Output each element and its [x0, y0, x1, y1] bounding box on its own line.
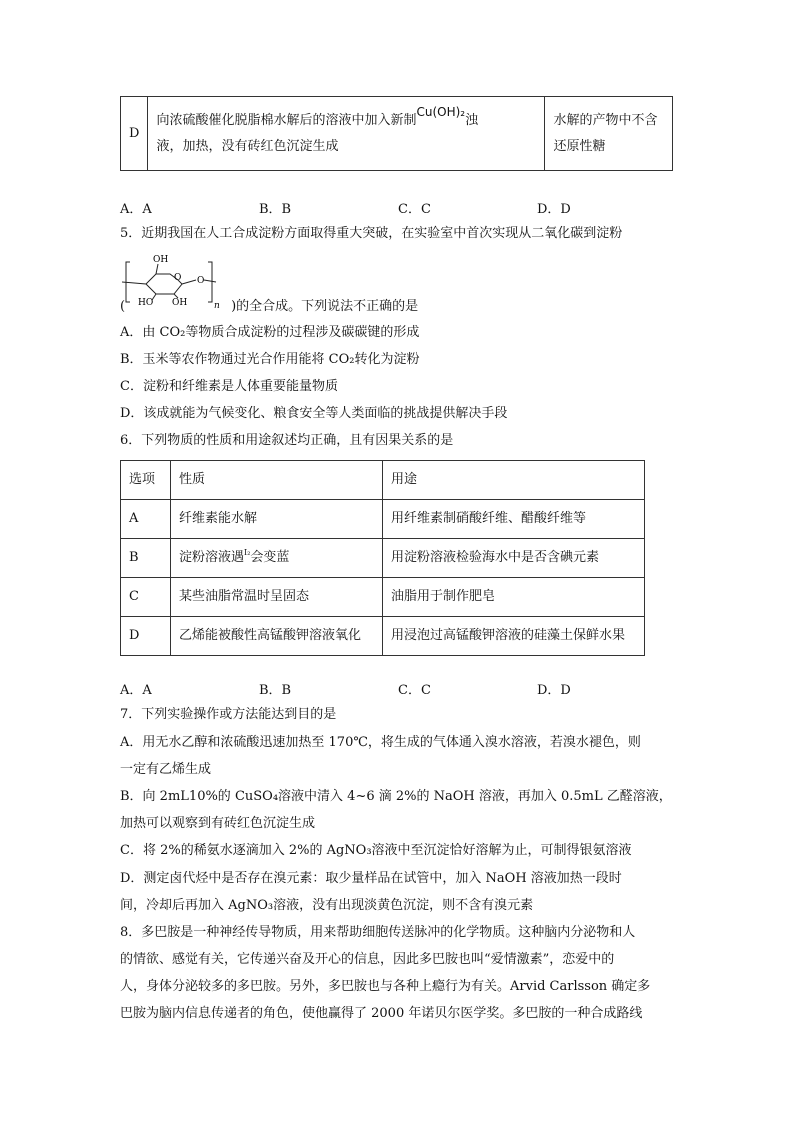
q6-stem: 6．下列物质的性质和用途叙述均正确，且有因果关系的是: [120, 433, 454, 448]
table-row: [121, 617, 645, 656]
q6-header-option: 选项: [121, 461, 171, 500]
q5-option-a: A．由 CO₂等物质合成淀粉的过程涉及碳碳键的形成: [120, 325, 420, 340]
q6-row-c-use: 油脂用于制作肥皂: [383, 578, 645, 617]
mol-ho: HO: [138, 298, 154, 308]
operation-text-a: 向浓硫酸催化脱脂棉水解后的溶液中加入新制: [156, 113, 417, 128]
operation-text-b: 浊: [465, 113, 479, 128]
q6-row-b-prop-b: 会变蓝: [250, 549, 290, 565]
table-row: [121, 539, 645, 578]
q7-line-3: B．向 2mL10%的 CuSO₄溶液中清入 4~6 滴 2%的 NaOH 溶液，再加入 0.5mL 乙醛溶液，: [120, 789, 672, 804]
q8-line-4: 巴胺为脑内信息传递者的角色，使他赢得了 2000 年诺贝尔医学奖。多巴胺的一种合成路线: [120, 1006, 643, 1021]
q6-option-b: B．B: [259, 683, 292, 698]
q7-line-2: 一定有乙烯生成: [120, 762, 212, 777]
q8-line-1: 8．多巴胺是一种神经传导物质，用来帮助细胞传送脉冲的化学物质。这种脑内分泌物和人: [120, 925, 636, 940]
q4-option-a: A．A: [120, 202, 152, 217]
q5-open-paren: (: [120, 299, 126, 314]
q6-header-property: 性质: [171, 461, 383, 500]
q7-stem: 7．下列实验操作或方法能达到目的是: [120, 707, 337, 722]
q5-tail-text: )的全合成。下列说法不正确的是: [231, 299, 419, 314]
q6-row-b-use: 用淀粉溶液检验海水中是否含碘元素: [383, 539, 645, 578]
iodine-formula: I₂: [244, 547, 251, 557]
q6-table: [120, 460, 645, 656]
row-operation: [148, 97, 545, 171]
q6-header-use: 用途: [383, 461, 645, 500]
q6-option-a: A．A: [120, 683, 152, 698]
mol-n: n: [214, 301, 220, 308]
q6-row-b-prop-a: 淀粉溶液遇: [179, 549, 245, 565]
q6-options: [120, 679, 676, 698]
q7-line-6: D．测定卤代烃中是否存在溴元素：取少量样品在试管中，加入 NaOH 溶液加热一段时: [120, 871, 622, 886]
q6-row-c-prop: 某些油脂常温时呈固态: [171, 578, 383, 617]
conclusion-text-a: 水解的产物中不含: [553, 112, 658, 128]
row-letter: D: [121, 97, 148, 171]
q8-line-2: 的情欲、感觉有关，它传递兴奋及开心的信息，因此多巴胺也叫“爱情激素”，恋爱中的: [120, 952, 615, 967]
q6-row-a-use: 用纤维素制硝酸纤维、醋酸纤维等: [383, 500, 645, 539]
mol-oh-bottom: OH: [172, 298, 188, 308]
mol-o: O: [197, 276, 205, 286]
q6-option-d: D．D: [537, 683, 571, 698]
experiment-table-row-d: [120, 96, 673, 171]
q6-row-d-prop: 乙烯能被酸性高锰酸钾溶液氧化: [171, 617, 383, 656]
conclusion-text-b: 还原性糖: [553, 138, 606, 154]
q4-option-c: C．C: [398, 202, 431, 217]
row-conclusion: [545, 97, 673, 171]
q7-line-7: 间，冷却后再加入 AgNO₃溶液，没有出现淡黄色沉淀，则不含有溴元素: [120, 898, 534, 913]
q5-stem: 5．近期我国在人工合成淀粉方面取得重大突破，在实验室中首次实现从二氧化碳到淀粉: [120, 226, 623, 241]
q6-header-row: [121, 461, 645, 500]
cu-oh2-formula: Cu(OH)₂: [416, 105, 466, 119]
table-row: [121, 578, 645, 617]
q6-row-a-opt: A: [121, 500, 171, 539]
q7-line-4: 加热可以观察到有砖红色沉淀生成: [120, 816, 316, 831]
q6-row-d-use: 用浸泡过高锰酸钾溶液的硅藻土保鲜水果: [383, 617, 645, 656]
q6-row-b-opt: B: [121, 539, 171, 578]
q5-option-b: B．玉米等农作物通过光合作用能将 CO₂转化为淀粉: [120, 352, 420, 367]
table-row: [121, 500, 645, 539]
q6-option-c: C．C: [398, 683, 431, 698]
operation-text-c: 液，加热，没有砖红色沉淀生成: [156, 139, 339, 154]
mol-oh-top: OH: [153, 255, 169, 265]
q4-options: [120, 198, 676, 217]
q5-option-d: D．该成就能为气候变化、粮食安全等人类面临的挑战提供解决手段: [120, 406, 508, 421]
mol-ring-o: O: [174, 273, 182, 283]
q5-stem-tail: [120, 298, 418, 316]
q6-row-a-prop: 纤维素能水解: [171, 500, 383, 539]
q7-line-1: A．用无水乙醇和浓硫酸迅速加热至 170℃，将生成的气体通入溴水溶液，若溴水褪色，则: [120, 735, 641, 750]
q6-row-b-prop: [171, 539, 383, 578]
q4-option-b: B．B: [259, 202, 292, 217]
q5-option-c: C．淀粉和纤维素是人体重要能量物质: [120, 379, 338, 394]
q4-option-d: D．D: [537, 202, 571, 217]
q6-row-d-opt: D: [121, 617, 171, 656]
q7-line-5: C．将 2%的稀氨水逐滴加入 2%的 AgNO₃溶液中至沉淀恰好溶解为止，可制得银氨溶液: [120, 843, 632, 858]
q8-line-3: 人，身体分泌较多的多巴胺。另外，多巴胺也与各种上瘾行为有关。Arvid Carlsson 确定多: [120, 979, 651, 994]
q6-row-c-opt: C: [121, 578, 171, 617]
